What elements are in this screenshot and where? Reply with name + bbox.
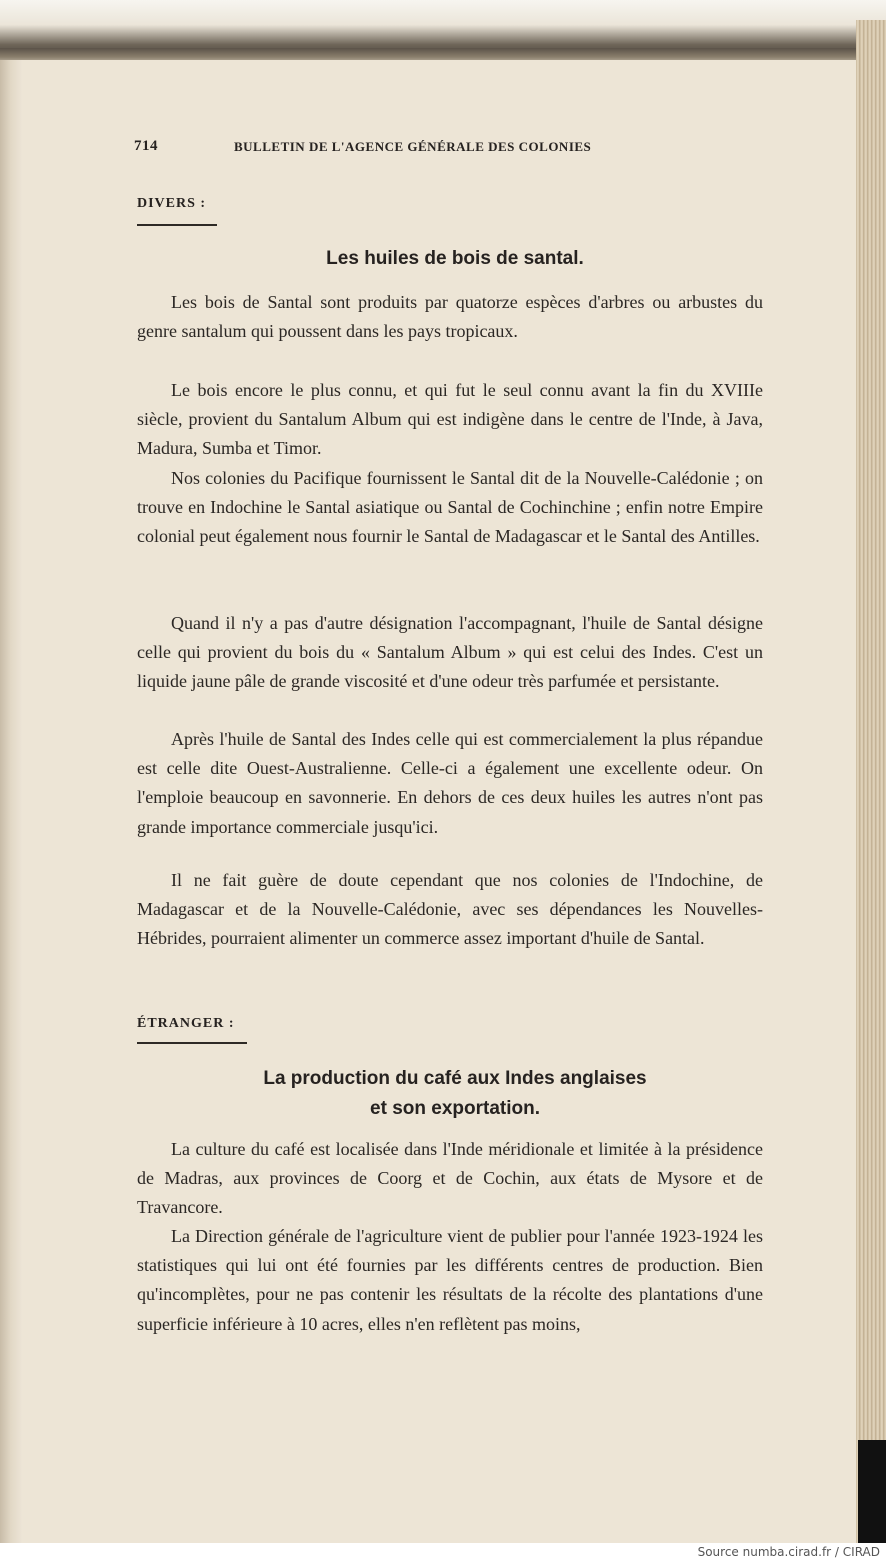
paragraph: Nos colonies du Pacifique fournissent le Santal dit de la Nouvelle-Calédonie ; on trouve en Indochine le Santal asiatique ou Santal de Cochinchine ; enfin notre Empire colonial peut également nous fournir le Santal de Madagascar et le Santal des Antilles. [137,468,763,547]
paragraph: Il ne fait guère de doute cependant que nos colonies de l'Indochine, de Madagascar et de la Nouvelle-Calédonie, avec ses dépendances les Nouvelles-Hébrides, pourraient alimenter un commerce assez important d'huile de Santal. [137,870,763,949]
article-heading-line2: et son exportation. [370,1098,540,1119]
paragraph: Le bois encore le plus connu, et qui fut le seul connu avant la fin du XVIIIe siècle, provient du Santalum Album qui est indigène dans le centre de l'Inde, à Java, Madura, Sumba et Timor. [137,380,763,459]
paragraph: Les bois de Santal sont produits par quatorze espèces d'arbres ou arbustes du genre santalum qui poussent dans les pays tropicaux. [137,292,763,342]
paragraph: Quand il n'y a pas d'autre désignation l'accompagnant, l'huile de Santal désigne celle qui provient du bois du « Santalum Album » qui est celui des Indes. C'est un liquide jaune pâle de grande viscosité et d'une odeur très parfumée et persistante. [137,613,763,692]
paragraph: Après l'huile de Santal des Indes celle qui est commercialement la plus répandue est celle dite Ouest-Australienne. Celle-ci a également une excellente odeur. On l'emploie beaucoup en savonnerie. En dehors de ces deux huiles les autres n'ont pas grande importance commerciale jusqu'ici. [137,729,763,837]
running-title: BULLETIN DE L'AGENCE GÉNÉRALE DES COLONIES [234,139,592,154]
section-rule [137,224,217,226]
section-label-etranger: ÉTRANGER : [137,1016,235,1031]
page-left-edge [0,60,22,1543]
section-rule [137,1042,247,1044]
article-heading: Les huiles de bois de santal. [326,248,584,269]
source-credit: Source numba.cirad.fr / CIRAD [697,1545,880,1559]
section-label-divers: DIVERS : [137,196,207,211]
page-number: 714 [134,138,158,154]
paragraph: La culture du café est localisée dans l'Inde méridionale et limitée à la présidence de Madras, aux provinces de Coorg et de Cochin, aux états de Mysore et de Travancore. [137,1139,763,1218]
article-heading-line1: La production du café aux Indes anglaises [263,1068,647,1089]
page-stack-right [856,20,886,1543]
paragraph: La Direction générale de l'agriculture vient de publier pour l'année 1923-1924 les statistiques qui lui ont été fournies par les différents centres de production. Bien qu'incomplètes, pour ne pas contenir les résultats de la récolte des plantations d'une superficie inférieure à 10 acres, elles n'en reflètent pas moins, [137,1226,763,1334]
scan-dark-corner [858,1440,886,1543]
